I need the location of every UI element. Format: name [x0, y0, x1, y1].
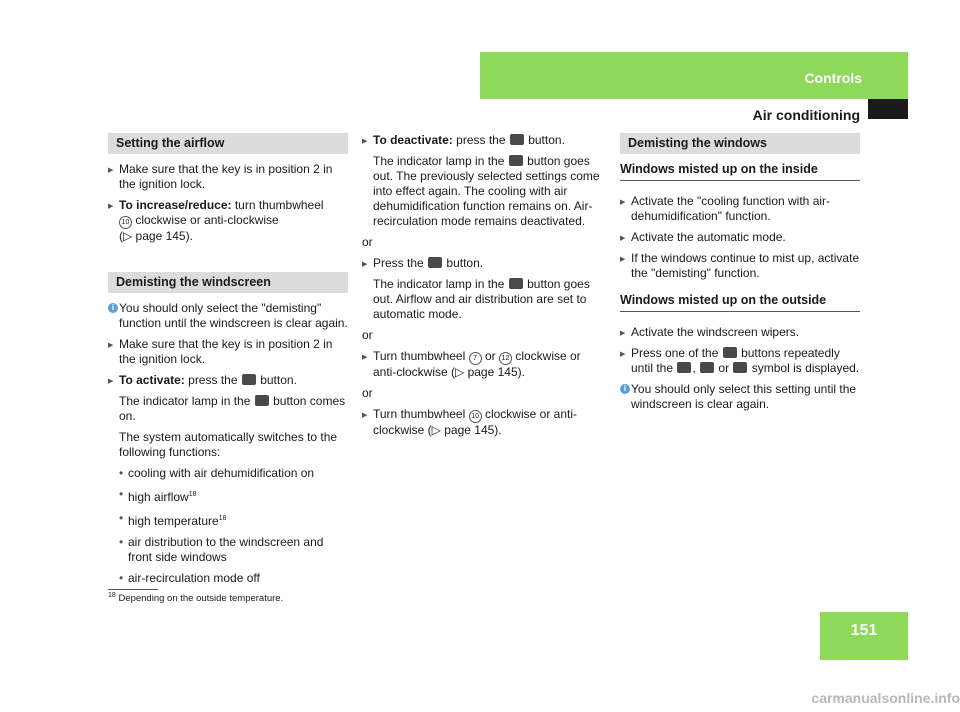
page-number-box [820, 612, 908, 660]
demist-max-button-icon [509, 155, 523, 166]
column-2 [362, 133, 602, 444]
paragraph: The indicator lamp in the button comes on. [119, 394, 346, 423]
thumbwheel-10-icon: 10 [469, 410, 482, 423]
thumbwheel-7-icon: 7 [469, 352, 482, 365]
step: ▶ Make sure that the key is in position 2 in the ignition lock. [108, 162, 348, 192]
watermark: carmanualsonline.info [811, 690, 960, 706]
step: ▶ Press one of the buttons repeatedly until the , or symbol is displayed. [620, 346, 860, 376]
list-item: • high temperature$^{18}$ [108, 511, 348, 529]
airflow-symbol-icon [733, 362, 747, 373]
airflow-symbol-icon [700, 362, 714, 373]
thumbwheel-10-icon: 10 [119, 216, 132, 229]
heading-windscreen: Demisting the windscreen [108, 272, 348, 293]
info-icon: i [108, 303, 118, 313]
heading-airflow: Setting the airflow [108, 133, 348, 154]
step-label: To increase/reduce: [119, 198, 232, 212]
chapter-title: Controls [804, 70, 862, 86]
footnote-divider [108, 589, 158, 590]
subheading-inside: Windows misted up on the inside [620, 162, 860, 181]
info-note: i You should only select this setting until the windscreen is clear again. [620, 382, 860, 412]
footnote: $^{18}$ Depending on the outside temperature. [108, 592, 284, 605]
or-text: or [362, 386, 373, 400]
column-1 [108, 133, 348, 592]
step: ▶ To increase/reduce: turn thumbwheel 10 clockwise or anti-clockwise (▷ page 145). [108, 198, 348, 244]
auto-button-icon [428, 257, 442, 268]
paragraph: The system automatically switches to the following functions: [119, 430, 338, 459]
step: ▶ Make sure that the key is in position 2 in the ignition lock. [108, 337, 348, 367]
demist-max-button-icon [509, 278, 523, 289]
section-marker [868, 99, 908, 119]
demist-max-button-icon [510, 134, 524, 145]
info-note: i You should only select the "demisting" function until the windscreen is clear again. [108, 301, 348, 331]
or-text: or [362, 235, 373, 249]
subheading-outside: Windows misted up on the outside [620, 293, 860, 312]
paragraph: The indicator lamp in the button goes out. Airflow and air distribution are set to automatic mode. [373, 277, 590, 321]
step: ▶ Turn thumbwheel 7 or 12 clockwise or anti-clockwise (▷ page 145). [362, 349, 602, 380]
list-item: • cooling with air dehumidification on [108, 466, 348, 481]
list-item: • air distribution to the windscreen and front side windows [108, 535, 348, 565]
heading-windows: Demisting the windows [620, 133, 860, 154]
step: ▶ To activate: press the button. [108, 373, 348, 388]
step: ▶ If the windows continue to mist up, activate the "demisting" function. [620, 251, 860, 281]
chapter-tab [480, 52, 908, 99]
step: ▶ Press the button. [362, 256, 602, 271]
thumbwheel-12-icon: 12 [499, 352, 512, 365]
step: ▶ Activate the windscreen wipers. [620, 325, 860, 340]
step: ▶ Activate the "cooling function with air-dehumidification" function. [620, 194, 860, 224]
section-title: Air conditioning [752, 107, 860, 123]
page-number: 151 [850, 622, 878, 639]
step: ▶ Activate the automatic mode. [620, 230, 860, 245]
airflow-symbol-icon [677, 362, 691, 373]
column-3 [620, 133, 860, 418]
list-item: • high airflow$^{18}$ [108, 487, 348, 505]
demist-max-button-icon [242, 374, 256, 385]
list-item: • air-recirculation mode off [108, 571, 348, 586]
demist-max-button-icon [255, 395, 269, 406]
step: ▶ To deactivate: press the button. [362, 133, 602, 148]
paragraph: The indicator lamp in the button goes out. The previously selected settings come into effect again. The cooling with air dehumidification function remains on. Air-recirculation mode remains deactivated. [373, 154, 600, 228]
info-icon: i [620, 384, 630, 394]
or-text: or [362, 328, 373, 342]
step: ▶ Turn thumbwheel 10 clockwise or anti-clockwise (▷ page 145). [362, 407, 602, 438]
mode-button-icon [723, 347, 737, 358]
